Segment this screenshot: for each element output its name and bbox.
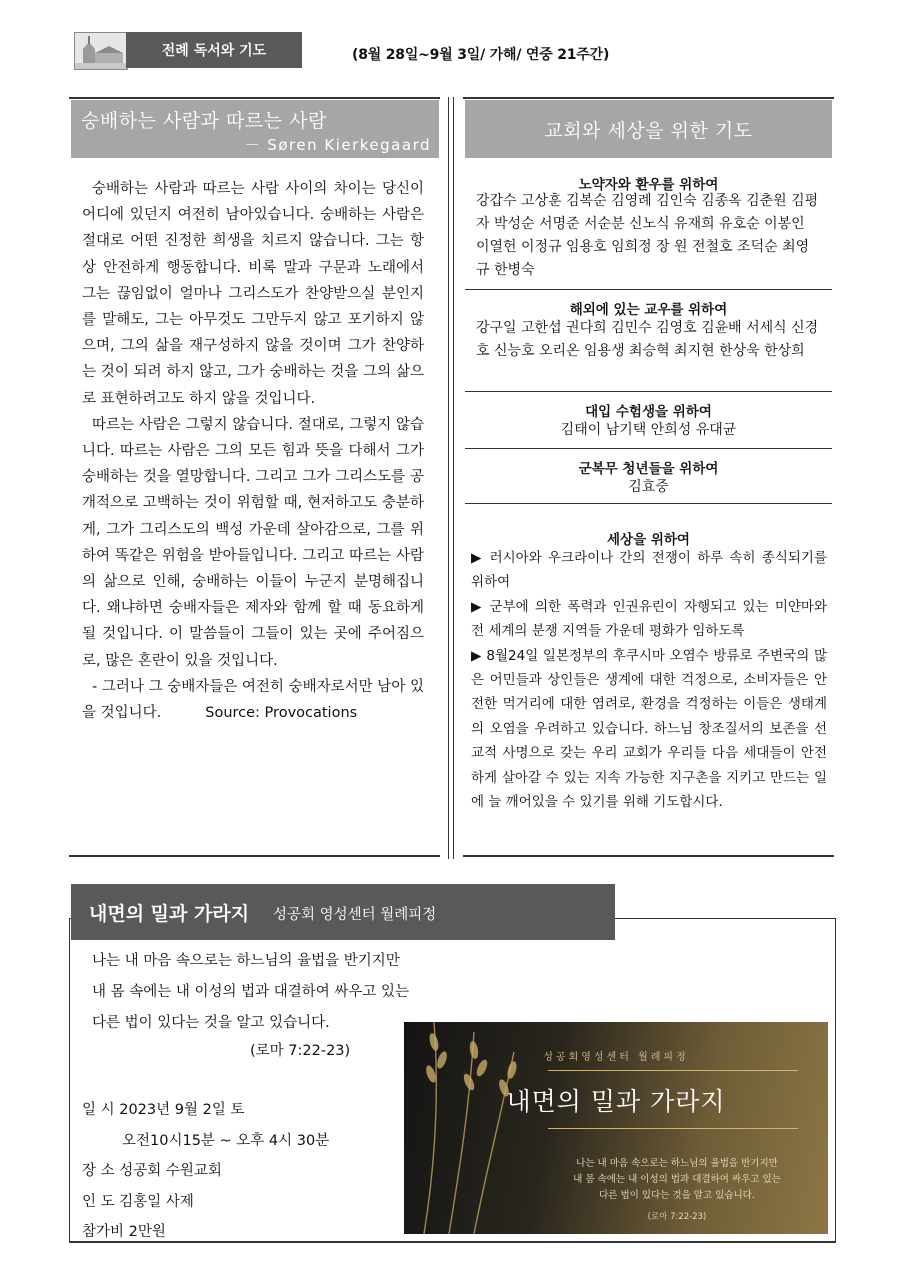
section-rule — [465, 503, 832, 504]
prayer-section-names: 김효중 — [628, 479, 669, 495]
verse-line: 다른 법이 있다는 것을 알고 있습니다. — [92, 1015, 330, 1031]
left-top-rule — [69, 97, 440, 99]
article-body — [82, 176, 424, 726]
verse-line: 나는 내 마음 속으로는 하느님의 율법을 반기지만 — [92, 953, 400, 969]
prayer-section-names: 김태이 남기택 안희성 유대균 — [560, 422, 737, 438]
info-date: 일 시 2023년 9월 2일 토 — [82, 1102, 245, 1118]
prayer-section-heading: 군복무 청년들을 위하여 — [578, 461, 719, 477]
info-fee: 참가비 2만원 — [82, 1224, 166, 1240]
article-paragraph: 숭배하는 사람과 따르는 사람 사이의 차이는 당신이 어디에 있던지 여전히 남아있습니다. 숭배하는 사람은 절대로 어떤 진정한 희생을 치르지 않습니다. 그는 항상 안전하게 행동합니다. 비록 말과 구문과 노래에서 그는 끊임없이 얼마나 그리스도가 찬양받으실 분인지를 말해도, 그는 아무것도 그만두지 않고 포기하지 않으며, 그의 삶을 재구성하지 않을 것이며 그가 찬양하는 것이 되려 하지 않고, 그가 숭배하는 것을 그의 삶으로 표현하려고도 하지 않을 것입니다. — [82, 181, 424, 407]
poster-rule — [548, 1070, 798, 1071]
poster-rule — [548, 1128, 798, 1129]
poster-verse-line: 나는 내 마음 속으로는 하느님의 율법을 반기지만 — [576, 1158, 778, 1169]
left-title-bar — [71, 100, 439, 158]
prayer-section-heading: 해외에 있는 교우를 위하여 — [569, 302, 728, 318]
list-item: ▶ 러시아와 우크라이나 간의 전쟁이 하루 속히 종식되기를 위하여 — [471, 550, 827, 591]
retreat-subtitle: 성공회 영성센터 월례피정 — [273, 907, 437, 923]
retreat-title-bar — [71, 884, 615, 940]
right-top-rule — [463, 97, 834, 99]
poster-title: 내면의 밀과 가라지 — [506, 1087, 726, 1116]
article-title: 숭배하는 사람과 따르는 사람 — [81, 110, 327, 132]
prayer-title: 교회와 세상을 위한 기도 — [465, 100, 832, 158]
right-bottom-rule — [463, 855, 834, 857]
article-author: － Søren Kierkegaard — [244, 136, 431, 154]
info-place: 장 소 성공회 수원교회 — [82, 1163, 222, 1179]
retreat-poster — [404, 1022, 828, 1234]
prayer-section-names: 강갑수 고상훈 김복순 김영례 김인숙 김종옥 김춘원 김평자 박성순 서명준 서순분 신노식 유재희 유호순 이봉인 이열헌 이정규 임용호 임희정 장 원 전철호 조덕순 최영규 한병숙 — [476, 193, 819, 278]
info-leader: 인 도 김홍일 사제 — [82, 1193, 194, 1210]
verse-reference: (로마 7:22-23) — [250, 1043, 351, 1059]
closing-text: - 그러나 그 숭배자들은 여전히 숭배자로서만 남아 있을 것입니다. — [82, 678, 424, 722]
article-source: Source: Provocations — [205, 705, 358, 722]
church-icon — [75, 33, 127, 69]
info-time: 오전10시15분 ~ 오후 4시 30분 — [122, 1132, 330, 1149]
church-thumbnail — [74, 32, 128, 70]
prayer-section-heading: 노약자와 환우를 위하여 — [578, 177, 719, 193]
poster-subtitle: 성공회영성센터 월례피정 — [543, 1052, 689, 1063]
section-rule — [465, 391, 832, 392]
retreat-verse — [92, 946, 432, 1039]
liturgical-date: (8월 28일~9월 3일/ 가해/ 연중 21주간) — [352, 47, 610, 63]
list-item: ▶ 군부에 의한 폭력과 인권유린이 자행되고 있는 미얀마와 전 세계의 분쟁 지역들 가운데 평화가 임하도록 — [471, 598, 827, 640]
column-divider — [453, 97, 454, 859]
article-paragraph — [82, 674, 424, 726]
left-bottom-rule — [69, 855, 440, 857]
section-label: 전례 독서와 기도 — [126, 32, 302, 68]
world-heading: 세상을 위하여 — [607, 532, 690, 548]
retreat-title: 내면의 밀과 가라지 — [89, 903, 250, 925]
poster-reference: (로마 7:22-23) — [647, 1212, 707, 1222]
prayer-section-heading: 대입 수험생을 위하여 — [585, 404, 712, 420]
article-paragraph: 따르는 사람은 그렇지 않습니다. 절대로, 그렇지 않습니다. 따르는 사람은 그의 모든 힘과 뜻을 다해서 그가 숭배하는 것을 열망합니다. 그리고 그가 그리스도를 공개적으로 고백하는 것이 위험할 때, 현저하고도 충분하게, 그가 그리스도의 백성 가운데 살아감으로, 그를 위하여 똑같은 위험을 받아들입니다. 그리고 따르는 사람의 삶으로 인해, 숭배하는 이들이 누군지 분명해집니다. 왜냐하면 숭배자들은 제자와 함께 할 때 동요하게 될 것입니다. 이 말씀들이 그들이 있는 곳에 주어짐으로, 많은 혼란이 있을 것입니다. — [82, 416, 424, 669]
verse-line: 내 몸 속에는 내 이성의 법과 대결하여 싸우고 있는 — [92, 984, 410, 1000]
world-prayer-list — [471, 546, 827, 814]
poster-verse-line: 다른 법이 있다는 것을 알고 있습니다. — [599, 1190, 755, 1201]
column-divider — [448, 97, 449, 859]
section-rule — [465, 289, 832, 290]
section-rule — [465, 448, 832, 449]
retreat-info — [82, 1095, 329, 1248]
list-item: ▶ 8월24일 일본정부의 후쿠시마 오염수 방류로 주변국의 많은 어민들과 상인들은 생계에 대한 걱정으로, 소비자들은 안전한 먹거리에 대한 염려로, 환경을 걱정하는 이들은 생태계의 오염을 우려하고 있습니다. 하느님 창조질서의 보존을 선교적 사명으로 갖는 우리 교회가 우리들 다음 세대들이 안전하게 살아갈 수 있는 지속 가능한 지구촌을 지키고 만드는 일에 늘 깨어있을 수 있기를 위해 기도합시다. — [471, 647, 827, 811]
poster-verse-line: 내 몸 속에는 내 이성의 법과 대결하여 싸우고 있는 — [573, 1174, 781, 1185]
prayer-section-names: 강구일 고한섭 권다희 김민수 김영호 김윤배 서세식 신경호 신능호 오리온 임용생 최승혁 최지현 한상욱 한상희 — [476, 320, 819, 359]
poster-verse — [554, 1156, 800, 1204]
